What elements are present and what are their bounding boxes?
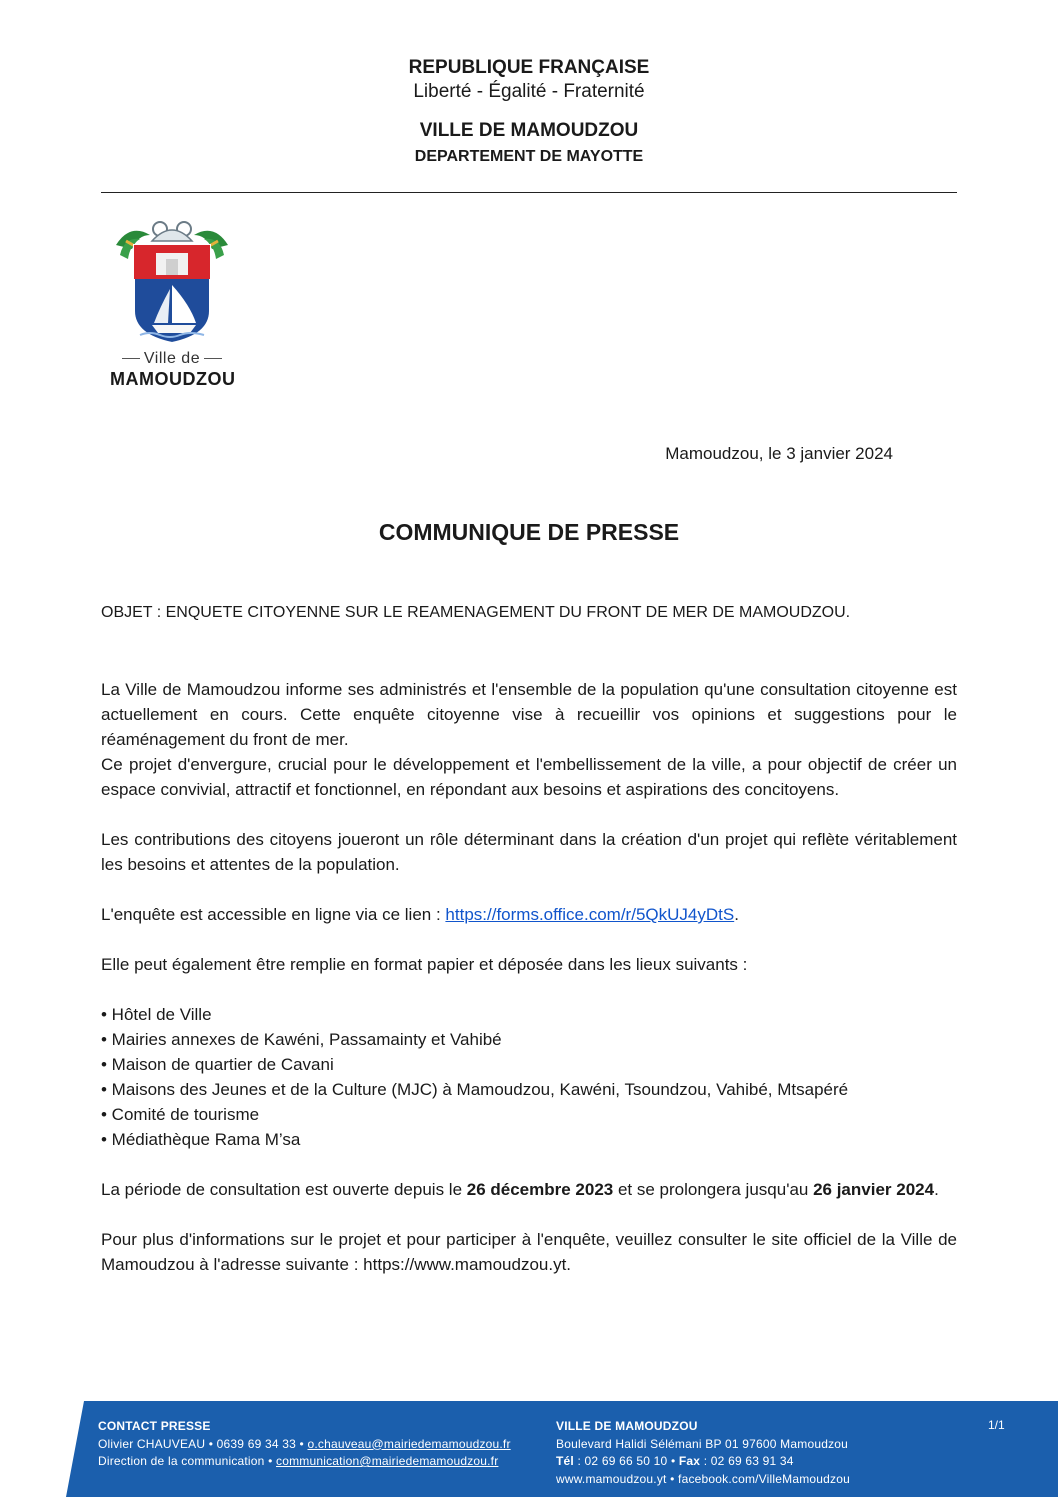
document-date: Mamoudzou, le 3 janvier 2024 — [665, 444, 893, 463]
page-title: COMMUNIQUE DE PRESSE — [378, 519, 680, 545]
tel-value: : 02 69 66 50 10 • — [573, 1454, 679, 1468]
ville-heading: VILLE DE MAMOUDZOU — [419, 120, 639, 141]
contact-email-link[interactable]: o.chauveau@mairiedemamoudzou.fr — [307, 1436, 511, 1451]
fax-value: : 02 69 63 91 34 — [700, 1454, 794, 1468]
paragraph-contributions — [101, 827, 957, 877]
communication-email-link[interactable]: communication@mairiedemamoudzou.fr — [276, 1454, 499, 1468]
list-item: • Médiathèque Rama M’sa — [101, 1130, 301, 1149]
devise: Liberté - Égalité - Fraternité — [413, 81, 645, 102]
list-item: • Maisons des Jeunes et de la Culture (MJC) à Mamoudzou, Kawéni, Tsoundzou, Vahibé, Mtsapéré — [101, 1080, 849, 1099]
paragraph-period — [101, 1177, 957, 1202]
ville-footer-heading: VILLE DE MAMOUDZOU — [556, 1419, 698, 1433]
paragraph-more-info — [101, 1227, 957, 1277]
link-prefix: L'enquête est accessible en ligne via ce lien : — [101, 905, 446, 924]
fax-label: Fax — [678, 1454, 701, 1468]
paragraph-intro-b: Ce projet d'envergure, crucial pour le développement et l'embellissement de la ville, a pour objectif de créer un espace convivial, attractif et fonctionnel, en répondant aux besoins et aspirations des concitoyens. — [101, 755, 957, 799]
web-links: www.mamoudzou.yt • facebook.com/VilleMamoudzou — [556, 1471, 850, 1486]
direction-label: Direction de la communication • — [98, 1454, 277, 1468]
coat-of-arms-icon — [110, 215, 234, 347]
contact-name: Olivier CHAUVEAU • 0639 69 34 33 • — [98, 1436, 308, 1451]
paragraph-paper-text: Elle peut également être remplie en format papier et déposée dans les lieux suivants : — [101, 955, 748, 974]
contact-heading: CONTACT PRESSE — [98, 1419, 211, 1433]
logo-line1: Ville de — [143, 350, 201, 367]
locations-list — [101, 1002, 848, 1152]
list-item: • Mairies annexes de Kawéni, Passamainty et Vahibé — [101, 1030, 502, 1049]
address: Boulevard Halidi Sélémani BP 01 97600 Mamoudzou — [556, 1436, 849, 1451]
departement-heading: DEPARTEMENT DE MAYOTTE — [414, 148, 644, 165]
survey-link[interactable]: https://forms.office.com/r/5QkUJ4yDtS — [445, 905, 735, 924]
list-item: • Comité de tourisme — [101, 1105, 260, 1124]
link-suffix: . — [734, 905, 739, 924]
paragraph-intro — [101, 677, 957, 802]
paragraph-paper — [101, 952, 957, 977]
republique-heading: REPUBLIQUE FRANÇAISE — [408, 57, 650, 78]
period-start-date: 26 décembre 2023 — [466, 1180, 614, 1199]
paragraph-contributions-text: Les contributions des citoyens joueront un rôle déterminant dans la création d'un projet qui reflète véritablement les besoins et attentes de la population. — [101, 830, 957, 874]
mamoudzou-logo — [110, 215, 234, 393]
list-item: • Hôtel de Ville — [101, 1005, 212, 1024]
page-number: 1/1 — [988, 1418, 1005, 1432]
paragraph-more-info-text: Pour plus d'informations sur le projet et pour participer à l'enquête, veuillez consulter le site officiel de la Ville de Mamoudzou à l'adresse suivante : https://www.mamoudzou.yt. — [101, 1230, 957, 1274]
footer-ville — [556, 1418, 850, 1488]
period-prefix: La période de consultation est ouverte depuis le — [101, 1180, 467, 1199]
paragraph-intro-a: La Ville de Mamoudzou informe ses administrés et l'ensemble de la population qu'une consultation citoyenne est actuellement en cours. Cette enquête citoyenne vise à recueillir vos opinions et suggestions pour le réaménagement du front de mer. — [101, 680, 957, 749]
objet-line: OBJET : ENQUETE CITOYENNE SUR LE REAMENAGEMENT DU FRONT DE MER DE MAMOUDZOU. — [101, 604, 851, 621]
logo-ville-de — [110, 350, 234, 368]
tel-label: Tél — [556, 1454, 574, 1468]
footer — [0, 1401, 1058, 1497]
period-middle: et se prolongera jusqu'au — [613, 1180, 814, 1199]
period-suffix: . — [934, 1180, 939, 1199]
list-item: • Maison de quartier de Cavani — [101, 1055, 334, 1074]
header-divider — [101, 192, 957, 193]
footer-contact — [98, 1418, 511, 1471]
logo-mamoudzou: MAMOUDZOU — [110, 369, 236, 389]
paragraph-online-link — [101, 902, 957, 927]
period-end-date: 26 janvier 2024 — [813, 1180, 935, 1199]
